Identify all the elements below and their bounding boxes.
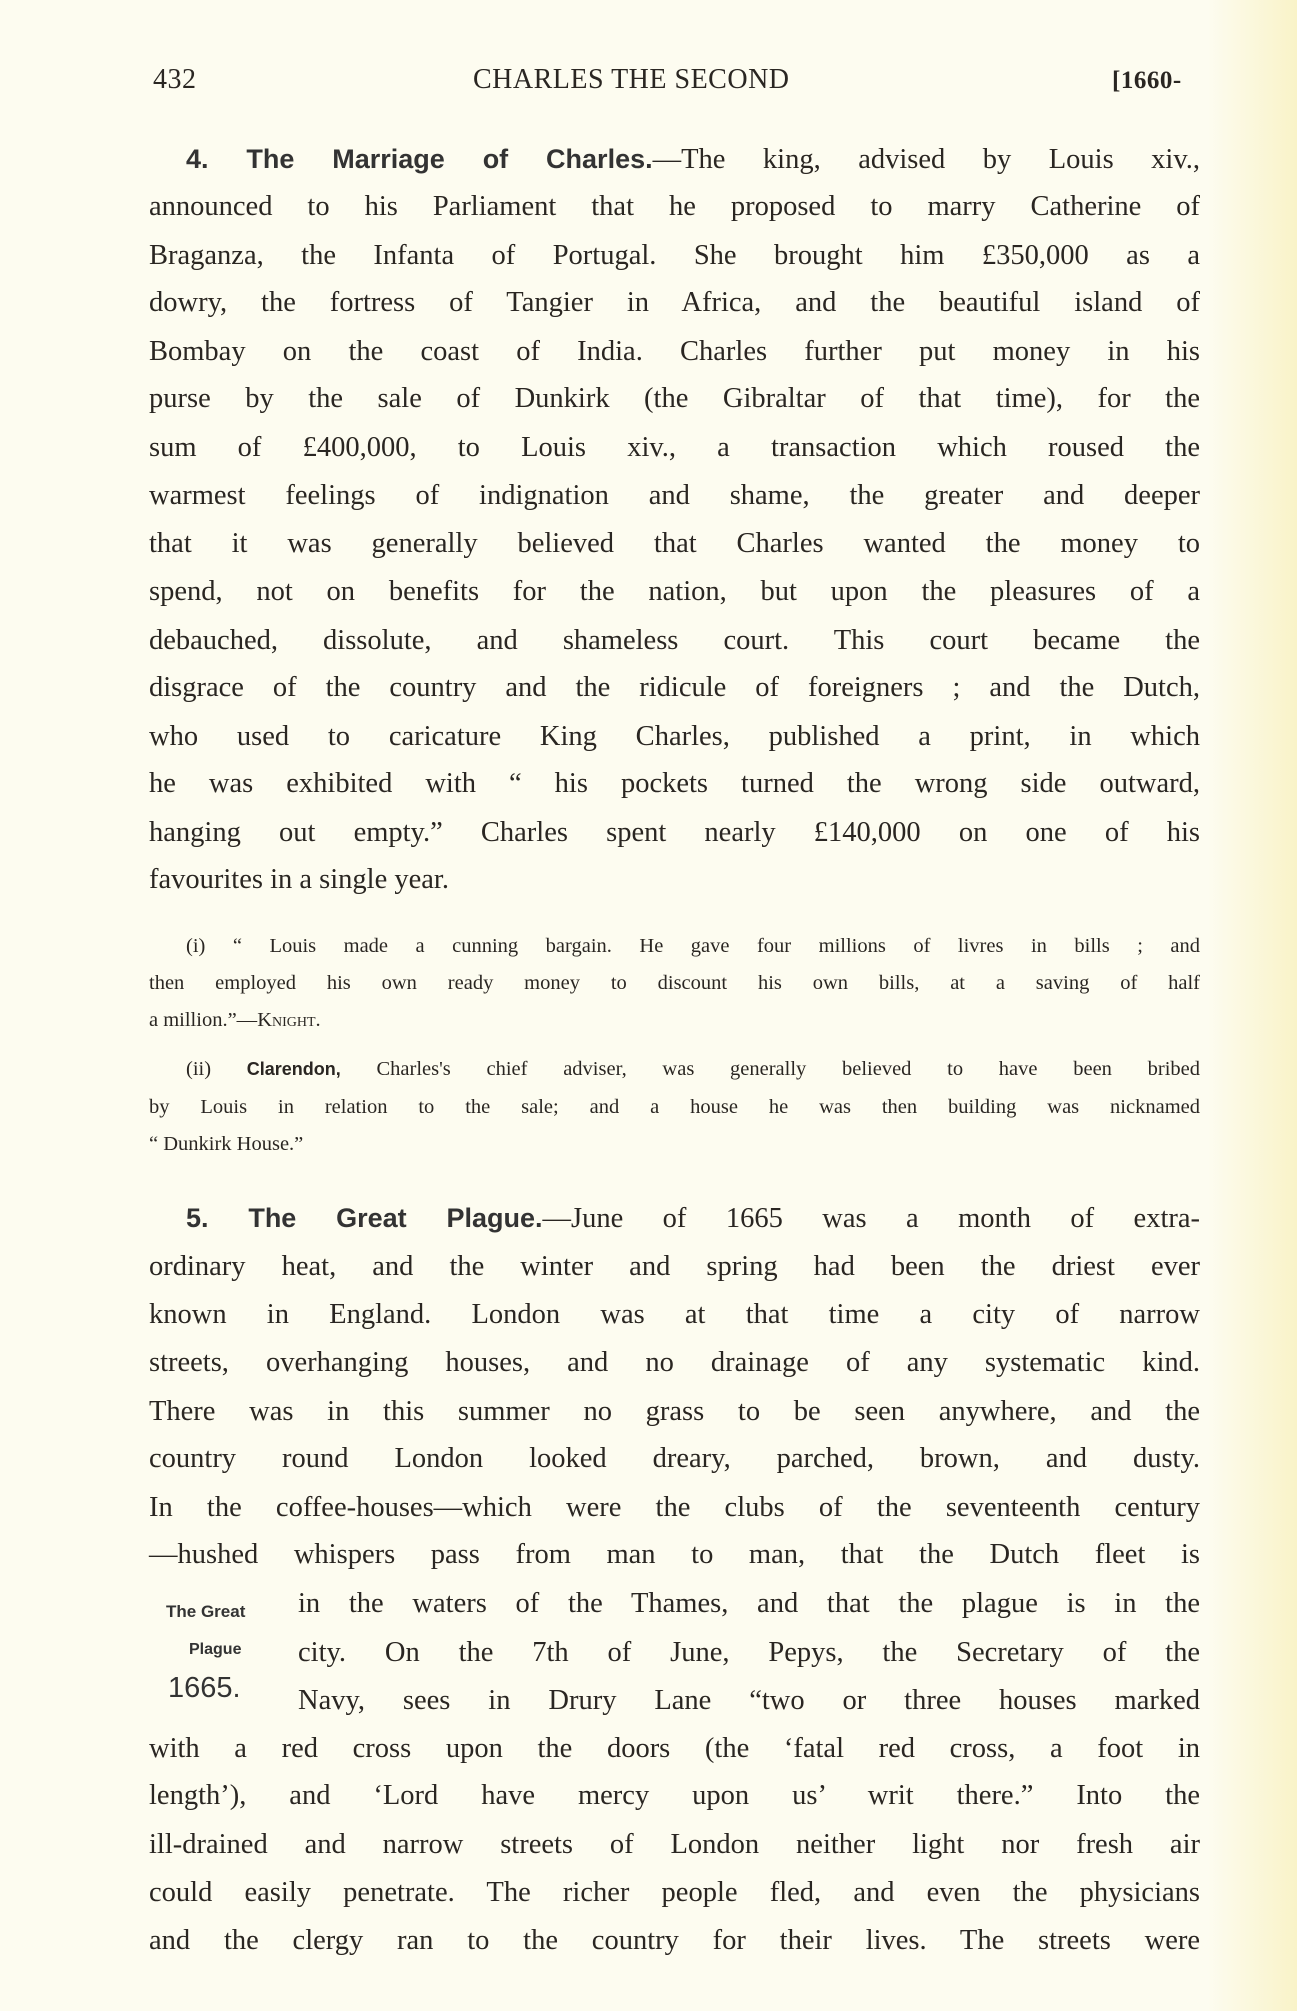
footnote-line bbox=[149, 1131, 1200, 1157]
line-text: by Louis in relation to the sale; and a house he was then building was nicknamed bbox=[149, 1096, 1200, 1118]
paragraph-line bbox=[149, 624, 1200, 658]
line-text: disgrace of the country and the ridicule of foreigners ; and the Dutch, bbox=[149, 672, 1200, 703]
margin-note-year: 1665. bbox=[168, 1672, 241, 1704]
paragraph-line bbox=[149, 527, 1200, 561]
line-text: In the coffee-houses—which were the clubs of the seventeenth century bbox=[149, 1492, 1200, 1523]
paragraph-line bbox=[186, 142, 1200, 177]
footnote-line bbox=[186, 933, 1200, 959]
paragraph-line bbox=[149, 1779, 1200, 1813]
paragraph-line bbox=[149, 1298, 1200, 1332]
paragraph-line bbox=[149, 767, 1200, 801]
line-text: he was exhibited with “ his pockets turned the wrong side outward, bbox=[149, 768, 1200, 799]
line-text: country round London looked dreary, parched, brown, and dusty. bbox=[149, 1443, 1200, 1474]
paragraph-line bbox=[149, 671, 1200, 705]
line-text: in the waters of the Thames, and that the plague is in the bbox=[298, 1588, 1200, 1619]
margin-note-line2: Plague bbox=[189, 1641, 242, 1658]
line-text: ordinary heat, and the winter and spring had been the driest ever bbox=[149, 1251, 1200, 1282]
paragraph-line bbox=[149, 1395, 1200, 1429]
footnote-line bbox=[149, 1007, 1200, 1033]
paragraph-line bbox=[149, 335, 1200, 369]
line-text: who used to caricature King Charles, published a print, in which bbox=[149, 721, 1200, 752]
paragraph-line bbox=[149, 479, 1200, 513]
section-heading: 5. The Great Plague. bbox=[186, 1203, 543, 1233]
line-text: ill-drained and narrow streets of London neither light nor fresh air bbox=[149, 1829, 1200, 1860]
paragraph-line bbox=[149, 1538, 1200, 1572]
running-title: CHARLES THE SECOND bbox=[473, 64, 790, 95]
footnote-line bbox=[149, 970, 1200, 996]
line-text: streets, overhanging houses, and no drainage of any systematic kind. bbox=[149, 1347, 1200, 1378]
line-text: length’), and ‘Lord have mercy upon us’ writ there.” Into the bbox=[149, 1780, 1200, 1811]
paragraph-line bbox=[149, 1250, 1200, 1284]
line-text: “ Dunkirk House.” bbox=[149, 1133, 304, 1155]
paragraph-line bbox=[149, 1442, 1200, 1476]
footnote-attribution: Knight. bbox=[257, 1009, 321, 1031]
line-text: —hushed whispers pass from man to man, that the Dutch fleet is bbox=[149, 1539, 1200, 1570]
paragraph-line bbox=[298, 1636, 1200, 1670]
line-text: and the clergy ran to the country for their lives. The streets were bbox=[149, 1925, 1200, 1956]
paragraph-line bbox=[149, 575, 1200, 609]
line-text: known in England. London was at that time a city of narrow bbox=[149, 1299, 1200, 1330]
paragraph-line bbox=[149, 190, 1200, 224]
line-text: spend, not on benefits for the nation, but upon the pleasures of a bbox=[149, 576, 1200, 607]
line-text: then employed his own ready money to discount his own bills, at a saving of half bbox=[149, 972, 1200, 994]
paragraph-line bbox=[149, 1924, 1200, 1958]
paragraph-line bbox=[149, 1876, 1200, 1910]
paragraph-line bbox=[298, 1587, 1200, 1621]
line-text: with a red cross upon the doors (the ‘fatal red cross, a foot in bbox=[149, 1733, 1200, 1764]
line-text: debauched, dissolute, and shameless court. This court became the bbox=[149, 625, 1200, 656]
line-text: hanging out empty.” Charles spent nearly £140,000 on one of his bbox=[149, 817, 1200, 848]
paragraph-line bbox=[149, 1732, 1200, 1766]
paragraph-line bbox=[149, 1828, 1200, 1862]
line-text: that it was generally believed that Charles wanted the money to bbox=[149, 528, 1200, 559]
line-text: Navy, sees in Drury Lane “two or three houses marked bbox=[298, 1685, 1200, 1716]
line-text: purse by the sale of Dunkirk (the Gibraltar of that time), for the bbox=[149, 383, 1200, 414]
line-text: sum of £400,000, to Louis xiv., a transaction which roused the bbox=[149, 432, 1200, 463]
line-text: —The king, advised by Louis xiv., bbox=[652, 144, 1200, 175]
footnote-number: (ii) bbox=[186, 1058, 247, 1080]
paragraph-line bbox=[149, 816, 1200, 850]
section-heading: 4. The Marriage of Charles. bbox=[186, 144, 653, 174]
page-number: 432 bbox=[153, 64, 197, 95]
paragraph-line bbox=[298, 1684, 1200, 1718]
margin-note-line1: The Great bbox=[166, 1602, 246, 1621]
line-text: announced to his Parliament that he proposed to marry Catherine of bbox=[149, 191, 1200, 222]
line-text: city. On the 7th of June, Pepys, the Secretary of the bbox=[298, 1637, 1200, 1668]
date-bracket: [1660- bbox=[1112, 67, 1182, 94]
line-text: (i) “ Louis made a cunning bargain. He gave four millions of livres in bills ; and bbox=[186, 935, 1200, 957]
paragraph-line bbox=[149, 1346, 1200, 1380]
paragraph-line bbox=[149, 1491, 1200, 1525]
line-text: Bombay on the coast of India. Charles further put money in his bbox=[149, 336, 1200, 367]
footnote-line bbox=[186, 1056, 1200, 1082]
line-text: favourites in a single year. bbox=[149, 864, 449, 895]
line-text: There was in this summer no grass to be seen anywhere, and the bbox=[149, 1396, 1200, 1427]
paragraph-line bbox=[149, 863, 1200, 897]
line-text: Charles's chief adviser, was generally believed to have been bribed bbox=[340, 1058, 1201, 1080]
page-edge-shading bbox=[1207, 0, 1297, 2011]
footnote-line bbox=[149, 1094, 1200, 1120]
paragraph-line bbox=[149, 720, 1200, 754]
line-text: dowry, the fortress of Tangier in Africa, and the beautiful island of bbox=[149, 287, 1200, 318]
paragraph-line bbox=[149, 431, 1200, 465]
line-text: —June of 1665 was a month of extra- bbox=[542, 1203, 1200, 1234]
line-text: Braganza, the Infanta of Portugal. She brought him £350,000 as a bbox=[149, 240, 1200, 271]
line-text: could easily penetrate. The richer people fled, and even the physicians bbox=[149, 1877, 1200, 1908]
footnote-bold-name: Clarendon, bbox=[246, 1059, 341, 1079]
paragraph-line bbox=[149, 286, 1200, 320]
paragraph-line bbox=[149, 239, 1200, 273]
line-text: a million.”— bbox=[149, 1009, 258, 1031]
line-text: warmest feelings of indignation and shame, the greater and deeper bbox=[149, 480, 1200, 511]
paragraph-line bbox=[149, 382, 1200, 416]
paragraph-line bbox=[186, 1201, 1200, 1236]
